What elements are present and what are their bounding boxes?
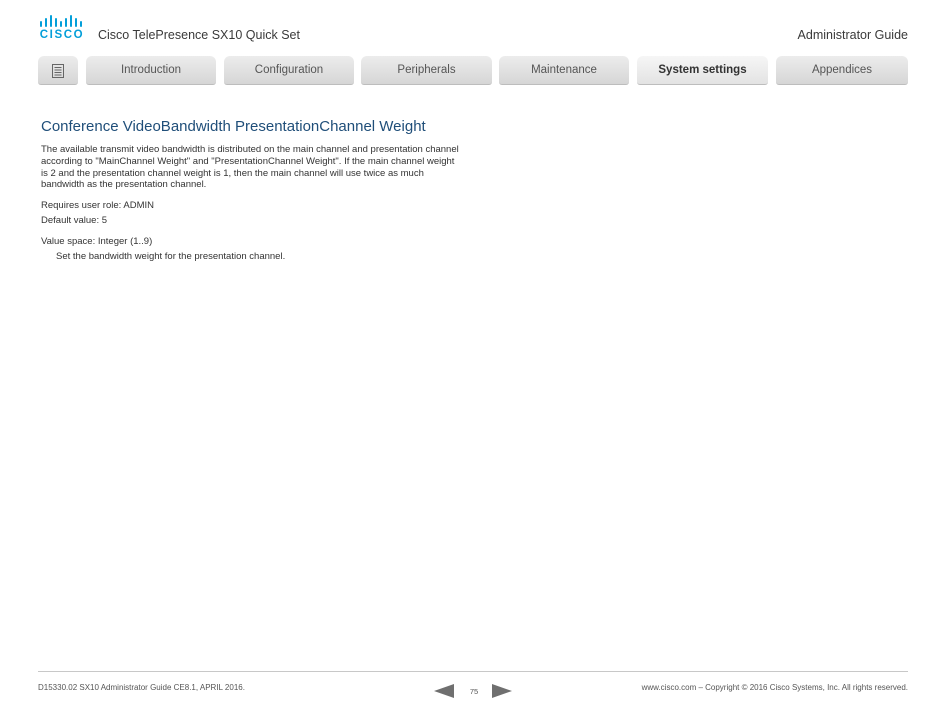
default-value: Default value: 5 bbox=[41, 214, 108, 226]
cisco-logo-text: CISCO bbox=[39, 29, 85, 41]
cisco-bars-icon bbox=[38, 14, 86, 28]
value-space: Value space: Integer (1..9) bbox=[41, 235, 153, 247]
main-content bbox=[41, 117, 461, 262]
page-number: 75 bbox=[469, 687, 479, 696]
tab-appendices[interactable]: Appendices bbox=[776, 56, 908, 85]
tab-contents[interactable] bbox=[38, 56, 78, 85]
copyright: www.cisco.com – Copyright © 2016 Cisco Systems, Inc. All rights reserved. bbox=[641, 683, 908, 692]
value-description: Set the bandwidth weight for the presentation channel. bbox=[56, 250, 286, 262]
document-id: D15330.02 SX10 Administrator Guide CE8.1, APRIL 2016. bbox=[38, 683, 245, 692]
page-navigation bbox=[434, 684, 514, 698]
setting-description: The available transmit video bandwidth is distributed on the main channel and presentation channel according to "MainChannel Weight" and "PresentationChannel Weight". If the main channel weight is 2 and the presentation channel weight is 1, then the main channel will use twice as much bandwidth as the presentation channel. bbox=[41, 144, 459, 191]
tab-system-settings[interactable]: System settings bbox=[637, 56, 768, 85]
footer-divider bbox=[38, 671, 908, 672]
product-title: Cisco TelePresence SX10 Quick Set bbox=[98, 28, 300, 42]
guide-title: Administrator Guide bbox=[797, 28, 908, 42]
tab-maintenance[interactable]: Maintenance bbox=[499, 56, 629, 85]
tab-configuration[interactable]: Configuration bbox=[224, 56, 354, 85]
user-role: Requires user role: ADMIN bbox=[41, 200, 154, 212]
page-header bbox=[38, 14, 908, 50]
document-icon bbox=[52, 64, 64, 78]
cisco-logo bbox=[38, 14, 86, 44]
arrow-right-icon[interactable] bbox=[492, 684, 512, 698]
tab-peripherals[interactable]: Peripherals bbox=[361, 56, 492, 85]
section-heading: Conference VideoBandwidth PresentationChannel Weight bbox=[41, 118, 426, 135]
arrow-left-icon[interactable] bbox=[434, 684, 454, 698]
tab-introduction[interactable]: Introduction bbox=[86, 56, 216, 85]
section-tabs bbox=[38, 56, 908, 86]
